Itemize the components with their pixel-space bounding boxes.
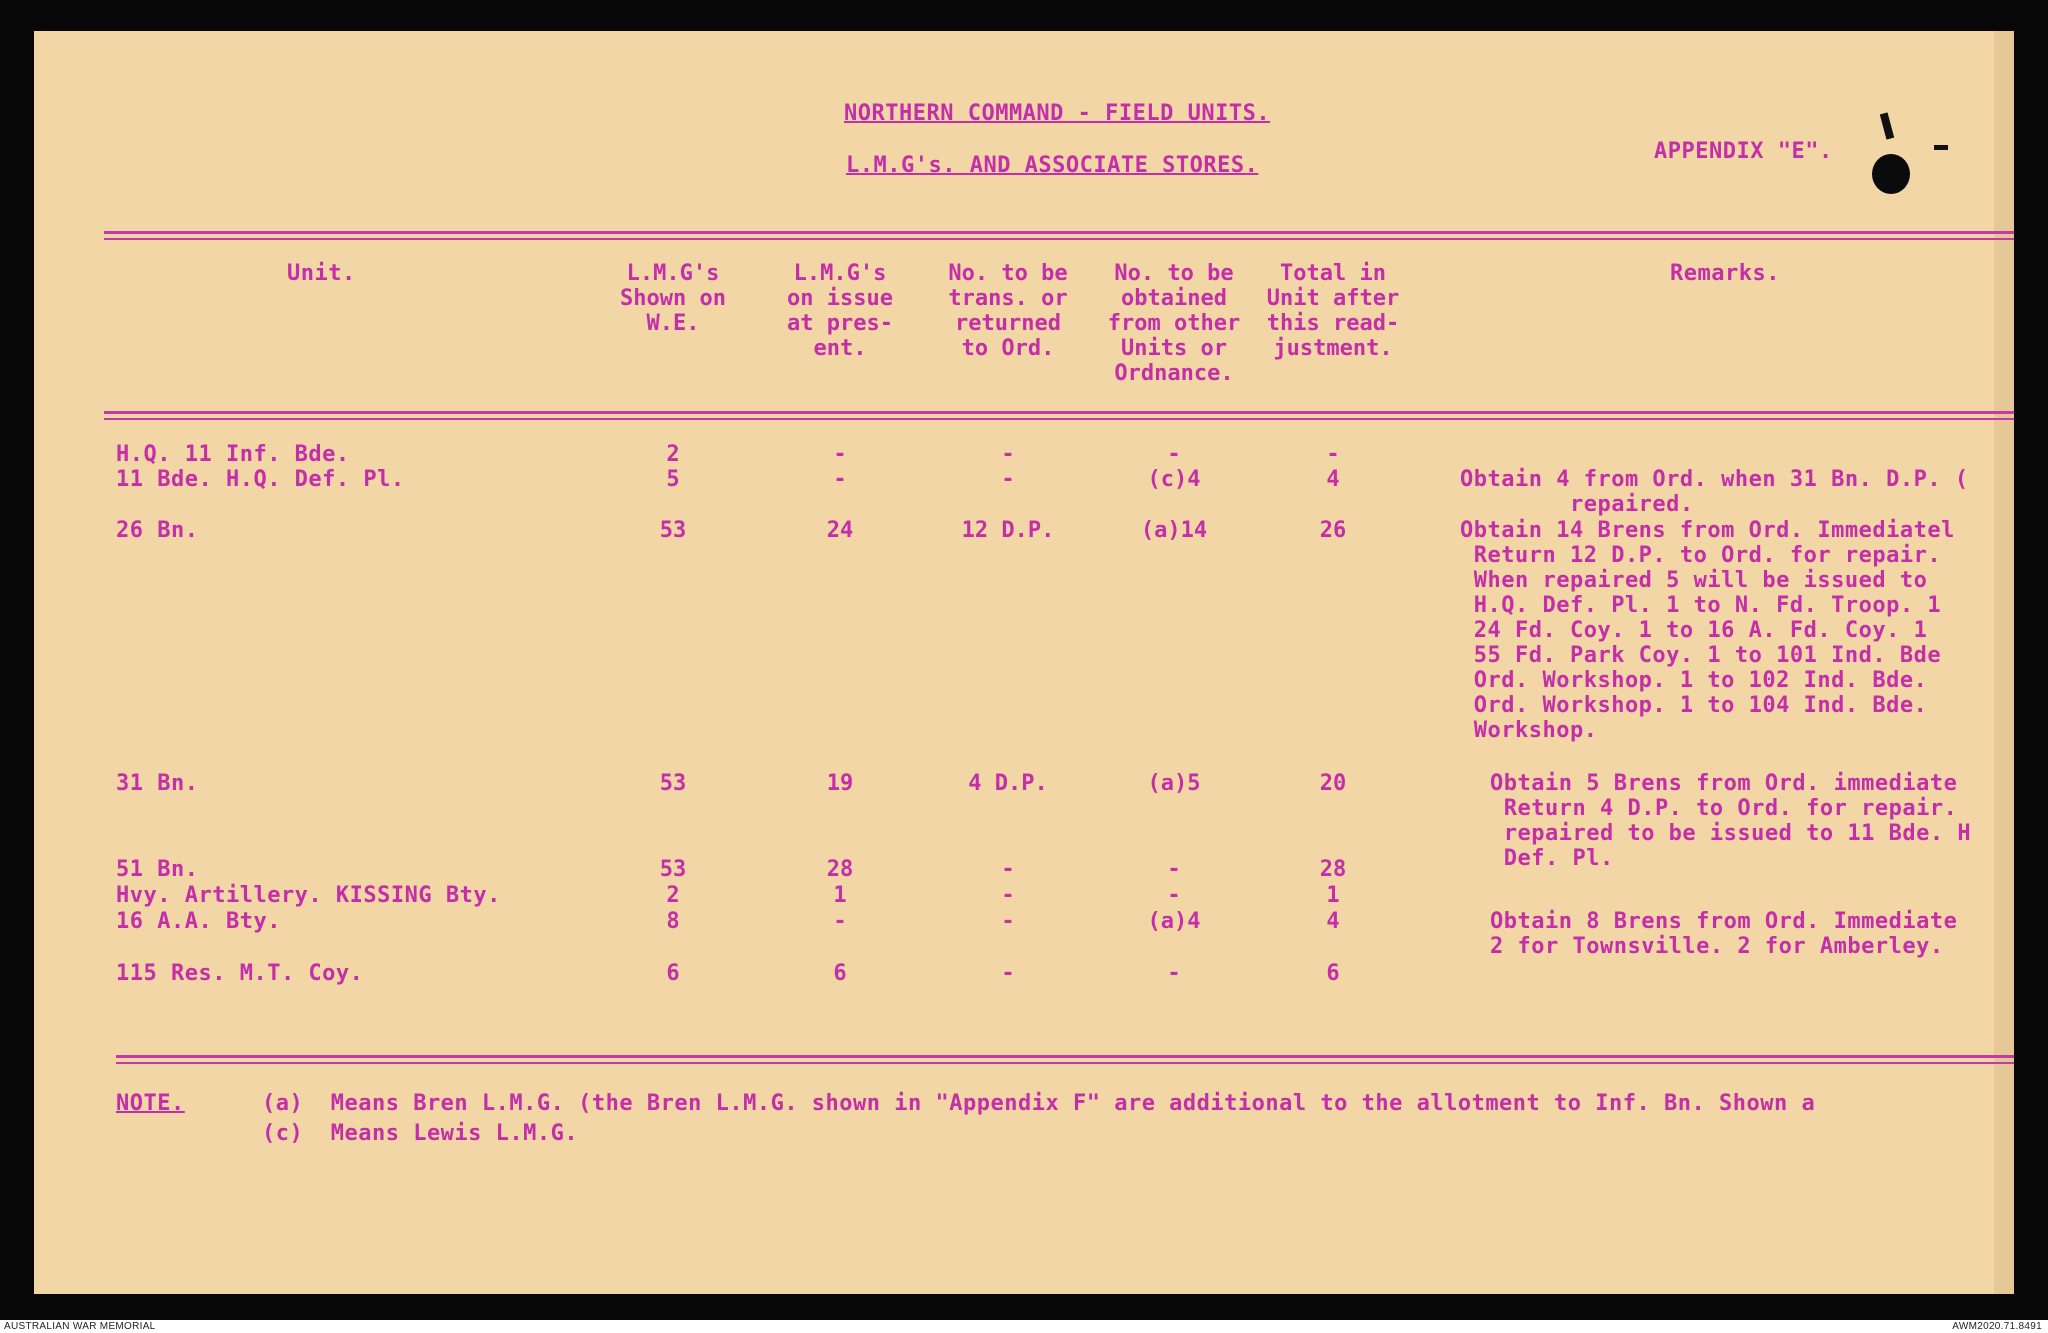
cell-unit: 26 Bn. (116, 518, 199, 543)
table-top-rule (104, 238, 2014, 240)
cell-unit: 31 Bn. (116, 771, 199, 796)
cell-remarks: Obtain 8 Brens from Ord. Immediate 2 for Townsville. 2 for Amberley. (1490, 909, 1958, 959)
cell-on-issue: - (833, 909, 847, 934)
cell-to-be-trans: - (1001, 467, 1015, 492)
table-top-rule (104, 231, 2014, 234)
cell-unit: 16 A.A. Bty. (116, 909, 281, 934)
document-page (34, 31, 2014, 1294)
cell-total-after: 4 (1326, 909, 1340, 934)
cell-total-after: 1 (1326, 883, 1340, 908)
header-to-be-trans: No. to be trans. or returned to Ord. (948, 261, 1068, 361)
cell-shown-on-we: 5 (666, 467, 680, 492)
cell-total-after: - (1326, 442, 1340, 467)
cell-unit: 11 Bde. H.Q. Def. Pl. (116, 467, 405, 492)
cell-total-after: 20 (1319, 771, 1347, 796)
cell-to-be-trans: - (1001, 857, 1015, 882)
cell-unit: 51 Bn. (116, 857, 199, 882)
ink-mark (1880, 112, 1894, 139)
header-bottom-rule (104, 418, 2014, 420)
note-a: (a) Means Bren L.M.G. (the Bren L.M.G. shown in "Appendix F" are additional to the allotment to Inf. Bn. Shown a (262, 1091, 1816, 1116)
cell-on-issue: 24 (826, 518, 854, 543)
footer-left-caption: AUSTRALIAN WAR MEMORIAL (4, 1321, 156, 1332)
document-title: NORTHERN COMMAND - FIELD UNITS. (844, 101, 1271, 126)
header-shown-on-we: L.M.G's Shown on W.E. (620, 261, 726, 336)
note-label: NOTE. (116, 1091, 185, 1116)
header-unit: Unit. (287, 261, 356, 286)
cell-shown-on-we: 53 (659, 518, 687, 543)
cell-on-issue: 1 (833, 883, 847, 908)
cell-to-be-trans: - (1001, 961, 1015, 986)
cell-remarks: Obtain 4 from Ord. when 31 Bn. D.P. ( repaired. (1460, 467, 1969, 517)
cell-to-be-trans: - (1001, 909, 1015, 934)
cell-unit: H.Q. 11 Inf. Bde. (116, 442, 350, 467)
cell-to-be-trans: 12 D.P. (961, 518, 1055, 543)
cell-shown-on-we: 2 (666, 883, 680, 908)
cell-remarks: Obtain 14 Brens from Ord. Immediatel Return 12 D.P. to Ord. for repair. When repaired 5 will be issued to H.Q. Def. Pl. 1 to N. Fd. Troop. 1 24 Fd. Coy. 1 to 16 A. Fd. Coy. 1 55 Fd. Park Coy. 1 to 101 Ind. Bde Ord. Workshop. 1 to 102 Ind. Bde. Ord. Workshop. 1 to 104 Ind. Bde. Workshop. (1460, 518, 1955, 743)
footer-right-caption: AWM2020.71.8491 (1952, 1321, 2042, 1332)
header-bottom-rule (104, 411, 2014, 414)
cell-to-be-obtained: - (1167, 857, 1181, 882)
cell-to-be-obtained: - (1167, 961, 1181, 986)
header-on-issue: L.M.G's on issue at pres- ent. (787, 261, 893, 361)
cell-to-be-obtained: (a)14 (1140, 518, 1208, 543)
cell-unit: 115 Res. M.T. Coy. (116, 961, 364, 986)
ink-mark (1934, 145, 1948, 150)
cell-on-issue: 28 (826, 857, 854, 882)
note-c: (c) Means Lewis L.M.G. (262, 1121, 579, 1146)
cell-shown-on-we: 8 (666, 909, 680, 934)
table-bottom-rule (116, 1062, 2014, 1064)
cell-total-after: 4 (1326, 467, 1340, 492)
cell-total-after: 6 (1326, 961, 1340, 986)
appendix-label: APPENDIX "E". (1654, 139, 1833, 164)
paper-edge-shade (1994, 31, 2014, 1294)
cell-to-be-trans: - (1001, 442, 1015, 467)
punch-hole (1872, 154, 1910, 194)
cell-total-after: 28 (1319, 857, 1347, 882)
header-to-be-obtained: No. to be obtained from other Units or Ordnance. (1107, 261, 1241, 386)
header-remarks: Remarks. (1670, 261, 1780, 286)
cell-on-issue: 6 (833, 961, 847, 986)
cell-unit: Hvy. Artillery. KISSING Bty. (116, 883, 501, 908)
cell-on-issue: - (833, 442, 847, 467)
cell-shown-on-we: 53 (659, 771, 687, 796)
cell-shown-on-we: 2 (666, 442, 680, 467)
document-subtitle: L.M.G's. AND ASSOCIATE STORES. (846, 153, 1259, 178)
cell-shown-on-we: 53 (659, 857, 687, 882)
cell-to-be-obtained: - (1167, 442, 1181, 467)
cell-to-be-obtained: - (1167, 883, 1181, 908)
cell-remarks: Obtain 5 Brens from Ord. immediate Return 4 D.P. to Ord. for repair. repaired to be issued to 11 Bde. H Def. Pl. (1490, 771, 1972, 871)
cell-to-be-trans: 4 D.P. (968, 771, 1048, 796)
cell-to-be-obtained: (a)4 (1147, 909, 1201, 934)
cell-to-be-obtained: (a)5 (1147, 771, 1201, 796)
cell-shown-on-we: 6 (666, 961, 680, 986)
cell-to-be-trans: - (1001, 883, 1015, 908)
table-bottom-rule (116, 1055, 2014, 1058)
header-total-after: Total in Unit after this read- justment. (1266, 261, 1400, 361)
cell-total-after: 26 (1319, 518, 1347, 543)
cell-to-be-obtained: (c)4 (1147, 467, 1201, 492)
cell-on-issue: - (833, 467, 847, 492)
cell-on-issue: 19 (826, 771, 854, 796)
